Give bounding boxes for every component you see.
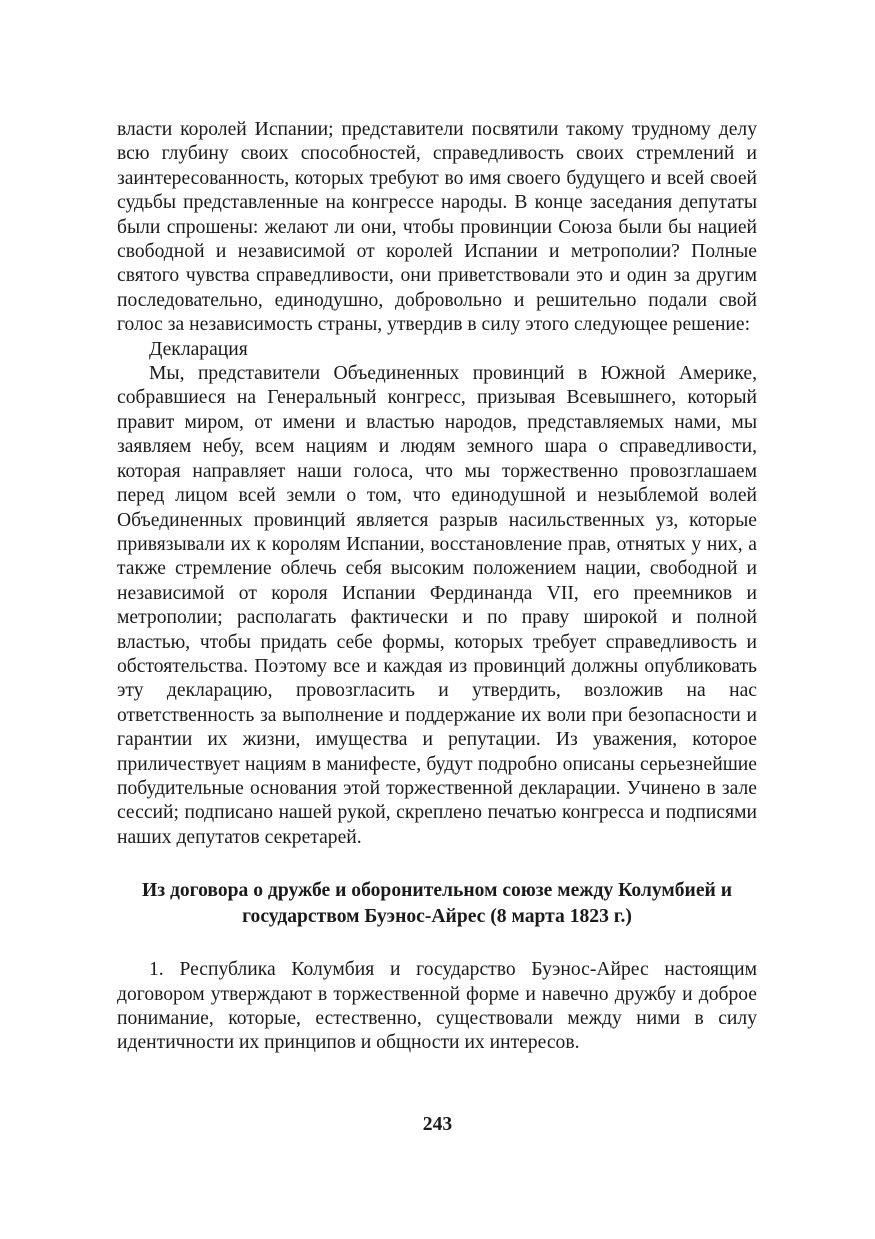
document-page (117, 118, 757, 1056)
treaty-article-1: 1. Республика Колумбия и государство Буэнос-Айрес настоящим договором утверждают в торжественной форме и навечно дружбу и доброе понимание, которые, естественно, существовали между ними в силу идентичности их принципов и общности их интересов. (117, 959, 757, 1054)
declaration-label: Декларация (149, 338, 248, 360)
paragraph-continuation: власти королей Испании; представители посвятили такому трудному делу всю глубину своих способностей, справедливость своих стремлений и заинтересованность, которых требуют во имя своего будущего и всей своей судьбы представленные на конгрессе народы. В конце заседания депутаты были спрошены: желают ли они, чтобы провинции Союза были бы нацией свободной и независимой от королей Испании и метрополии? Полные святого чувства справедливости, они приветствовали это и один за другим последовательно, единодушно, добровольно и решительно подали свой голос за независимость страны, утвердив в силу этого следующее решение: (117, 119, 757, 336)
declaration-text: Мы, представители Объединенных провинций в Южной Америке, собравшиеся на Генеральный конгресс, призывая Всевышнего, который правит миром, от имени и властью народов, представляемых нами, мы заявляем небу, всем нациям и людям земного шара о справедливости, которая направляет наши голоса, что мы торжественно провозглашаем перед лицом всей земли о том, что единодушной и незыблемой волей Объединенных провинций является разрыв насильственных уз, которые привязывали их к королям Испании, восстановление прав, отнятых у них, а также стремление облечь себя высоким положением нации, свободной и независимой от короля Испании Фердинанда VII, его преемников и метрополии; располагать фактически и по праву широкой и полной властью, чтобы придать себе формы, которых требует справедливость и обстоятельства. Поэтому все и каждая из провинций должны опубликовать эту декларацию, провозгласить и утвердить, возложив на нас ответственность за выполнение и поддержание их воли при безопасности и гарантии их жизни, имущества и репутации. Из уважения, которое приличествует нациям в манифесте, будут подробно описаны серьезнейшие побудительные основания этой торжественной декларации. Учинено в зале сессий; подписано нашей рукой, скреплено печатью конгресса и подписями наших депутатов секретарей. (117, 363, 757, 848)
page-number: 243 (422, 1114, 453, 1135)
section-heading: Из договора о дружбе и оборонительном союзе между Колумбией и государством Буэнос-Айрес (8 марта 1823 г.) (141, 880, 733, 928)
